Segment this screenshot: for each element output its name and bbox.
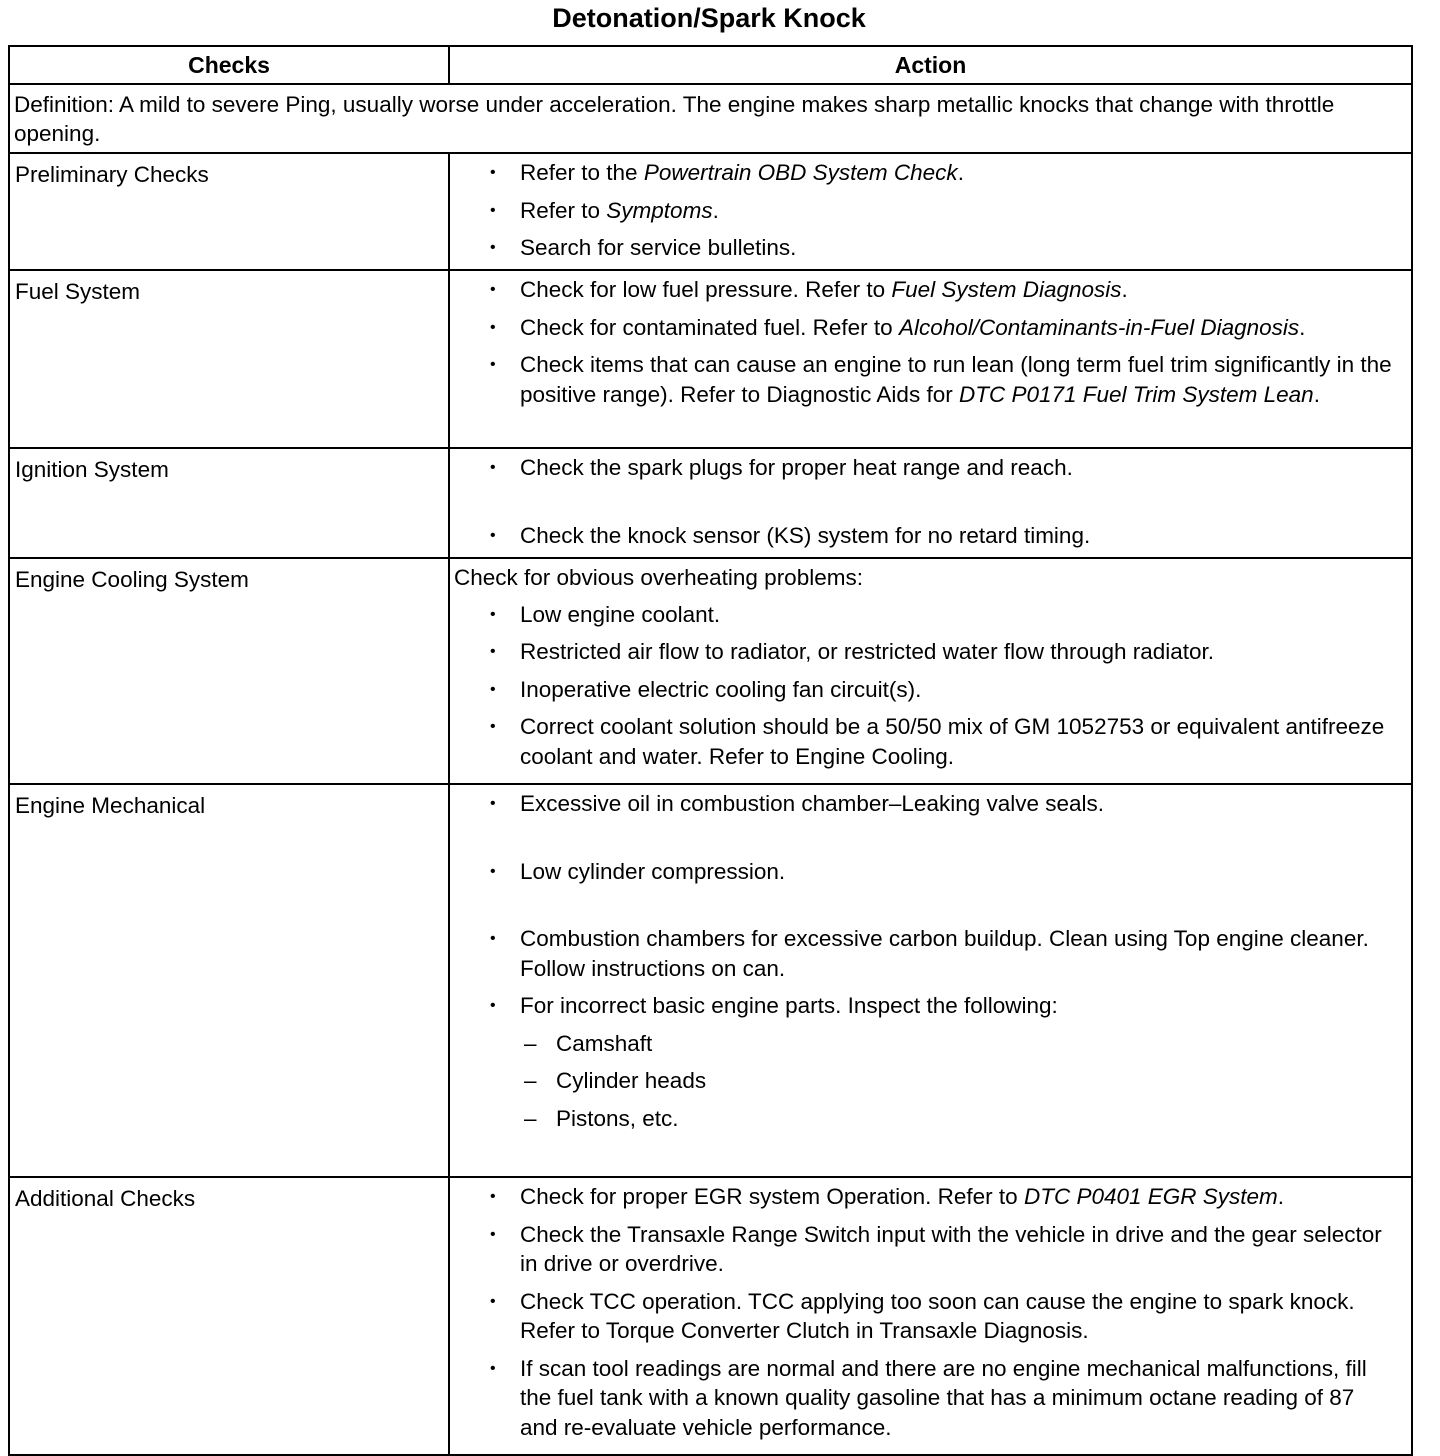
page-title: Detonation/Spark Knock	[552, 3, 866, 33]
list-item: • Inoperative electric cooling fan circuit(s).	[450, 675, 1397, 705]
check-label: Engine Mechanical	[9, 784, 449, 1177]
list-item: • Correct coolant solution should be a 50/50 mix of GM 1052753 or equivalent antifreeze coolant and water. Refer to Engine Cooling.	[450, 712, 1397, 771]
check-label: Additional Checks	[9, 1177, 449, 1455]
list-item: • Check the Transaxle Range Switch input with the vehicle in drive and the gear selector in drive or overdrive.	[450, 1220, 1397, 1279]
list-item: • Restricted air flow to radiator, or restricted water flow through radiator.	[450, 637, 1397, 667]
check-label: Fuel System	[9, 270, 449, 448]
action-cell	[449, 784, 1412, 1177]
reference-link: DTC P0171 Fuel Trim System Lean	[958, 381, 1314, 407]
list-item: • Check TCC operation. TCC applying too soon can cause the engine to spark knock. Refer to Torque Converter Clutch in Transaxle Diagnosis.	[450, 1287, 1397, 1346]
check-label: Ignition System	[9, 448, 449, 558]
list-item: • For incorrect basic engine parts. Inspect the following: – Camshaft – Cylinder heads – Pistons, etc.	[450, 991, 1397, 1133]
reference-link: Symptoms	[606, 197, 713, 223]
table-row	[9, 558, 1412, 784]
list-item: • Check items that can cause an engine to run lean (long term fuel trim significantly in the positive range). Refer to Diagnostic Aids for DTC P0171 Fuel Trim System Lean.	[450, 350, 1397, 409]
list-item: • Check the spark plugs for proper heat range and reach.	[450, 453, 1397, 483]
list-item: • Refer to the Powertrain OBD System Check.	[450, 158, 1397, 188]
table-header-row	[9, 46, 1412, 84]
column-header-action: Action	[449, 46, 1412, 84]
list-item: • Check for contaminated fuel. Refer to Alcohol/Contaminants-in-Fuel Diagnosis.	[450, 313, 1397, 343]
column-header-checks: Checks	[9, 46, 449, 84]
reference-link: Powertrain OBD System Check	[643, 160, 958, 185]
sub-list-item: – Cylinder heads	[520, 1066, 1397, 1096]
list-item: • Search for service bulletins.	[450, 233, 1397, 263]
check-label: Engine Cooling System	[9, 558, 449, 784]
list-item: • Low engine coolant.	[450, 600, 1397, 630]
list-item: • Refer to Symptoms.	[450, 196, 1397, 226]
action-cell	[449, 448, 1412, 558]
action-cell	[449, 153, 1412, 270]
list-item: • Combustion chambers for excessive carbon buildup. Clean using Top engine cleaner. Follow instructions on can.	[450, 924, 1397, 983]
definition-text: Definition: A mild to severe Ping, usually worse under acceleration. The engine makes sharp metallic knocks that change with throttle opening.	[9, 84, 1412, 153]
action-cell	[449, 1177, 1412, 1455]
list-item: • Low cylinder compression.	[450, 857, 1397, 887]
action-cell	[449, 558, 1412, 784]
cooling-intro: Check for obvious overheating problems:	[454, 565, 863, 590]
check-label: Preliminary Checks	[9, 153, 449, 270]
reference-link: DTC P0401 EGR System	[1023, 1184, 1278, 1209]
list-item: • Check for proper EGR system Operation. Refer to DTC P0401 EGR System.	[450, 1182, 1397, 1212]
list-item: • Check the knock sensor (KS) system for no retard timing.	[450, 521, 1397, 551]
table-row	[9, 153, 1412, 270]
table-row	[9, 270, 1412, 448]
reference-link: Fuel System Diagnosis	[891, 277, 1122, 302]
sub-list-item: – Camshaft	[520, 1029, 1397, 1059]
table-row	[9, 784, 1412, 1177]
action-cell	[449, 270, 1412, 448]
table-row	[9, 1177, 1412, 1455]
list-item: • Excessive oil in combustion chamber–Leaking valve seals.	[450, 789, 1397, 819]
diagnosis-table	[8, 45, 1413, 1456]
list-item: • Check for low fuel pressure. Refer to Fuel System Diagnosis.	[450, 275, 1397, 305]
sub-list-item: – Pistons, etc.	[520, 1104, 1397, 1134]
definition-row	[9, 84, 1412, 153]
reference-link: Alcohol/Contaminants-in-Fuel Diagnosis	[898, 314, 1300, 340]
list-item: • If scan tool readings are normal and there are no engine mechanical malfunctions, fill the fuel tank with a known quality gasoline that has a minimum octane reading of 87 and re-evaluate vehicle performance.	[450, 1354, 1397, 1443]
table-row	[9, 448, 1412, 558]
